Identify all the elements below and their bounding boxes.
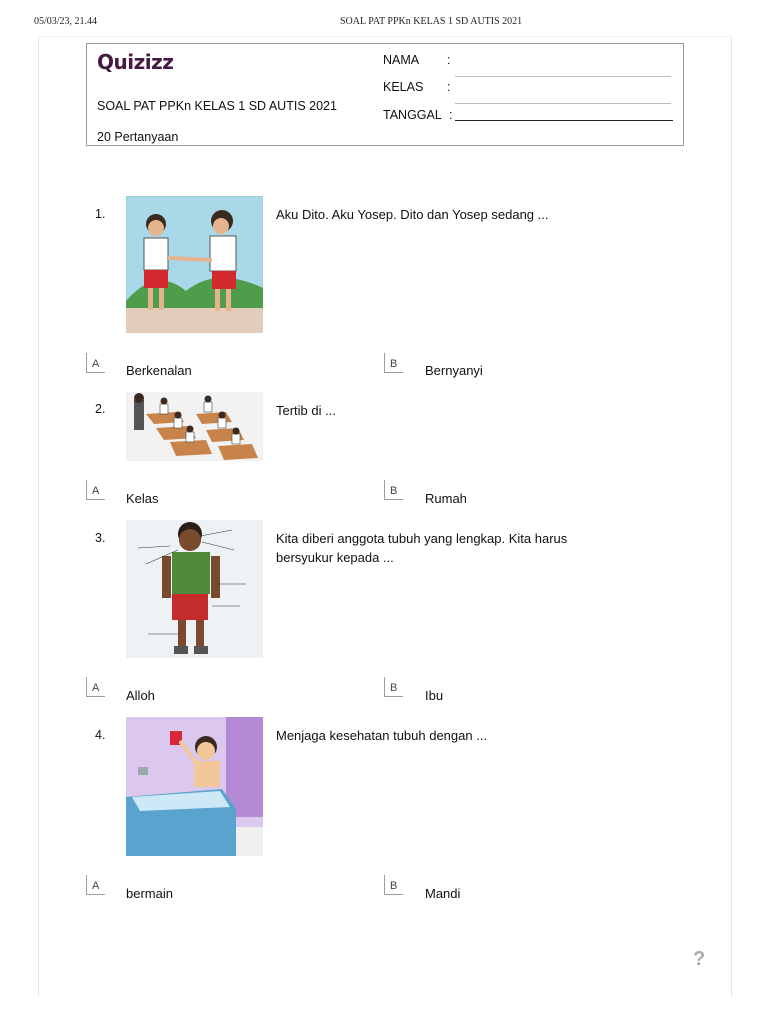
option-b-checkbox[interactable]	[384, 480, 403, 500]
option-a-checkbox[interactable]	[86, 353, 105, 373]
print-document-title: SOAL PAT PPKn KELAS 1 SD AUTIS 2021	[340, 16, 523, 27]
option-b-label: Bernyanyi	[425, 363, 483, 378]
tanggal-colon: :	[449, 108, 453, 122]
option-b-checkbox[interactable]	[384, 677, 403, 697]
kelas-field	[383, 80, 451, 94]
option-a-checkbox[interactable]	[86, 677, 105, 697]
option-a-checkbox[interactable]	[86, 480, 105, 500]
option-a-checkbox[interactable]	[86, 875, 105, 895]
nama-label: NAMA	[383, 53, 420, 67]
tanggal-label: TANGGAL	[383, 108, 442, 122]
quiz-title: SOAL PAT PPKn KELAS 1 SD AUTIS 2021	[97, 99, 337, 113]
kelas-line[interactable]	[455, 103, 671, 104]
option-letter: B	[390, 485, 398, 497]
body-parts-illustration	[126, 520, 263, 658]
help-icon[interactable]: ?	[693, 948, 706, 970]
option-b-label: Mandi	[425, 886, 461, 901]
option-letter: A	[92, 485, 100, 497]
question-number: 2.	[95, 402, 106, 416]
question-number: 1.	[95, 207, 106, 221]
print-header	[0, 16, 768, 30]
option-b-label: Rumah	[425, 491, 467, 506]
option-letter: B	[390, 358, 398, 370]
option-letter: A	[92, 682, 100, 694]
kelas-colon: :	[447, 80, 451, 94]
option-b-checkbox[interactable]	[384, 875, 403, 895]
worksheet-header	[86, 43, 684, 146]
nama-colon: :	[447, 53, 451, 67]
question-number: 3.	[95, 531, 106, 545]
kelas-label: KELAS	[383, 80, 424, 94]
option-a-label: Kelas	[126, 491, 159, 506]
print-date: 05/03/23, 21.44	[34, 16, 98, 27]
classroom-illustration	[126, 392, 263, 461]
option-b-checkbox[interactable]	[384, 353, 403, 373]
nama-line[interactable]	[455, 76, 671, 77]
option-letter: A	[92, 358, 100, 370]
option-a-label: Berkenalan	[126, 363, 192, 378]
question-text: Aku Dito. Aku Yosep. Dito dan Yosep sedang ...	[276, 207, 549, 222]
question-text: Tertib di ...	[276, 403, 336, 418]
bathing-illustration	[126, 717, 263, 856]
question-text: Menjaga kesehatan tubuh dengan ...	[276, 728, 488, 743]
option-letter: B	[390, 682, 398, 694]
option-letter: B	[390, 880, 398, 892]
handshake-illustration	[126, 196, 263, 333]
option-a-label: bermain	[126, 886, 173, 901]
option-a-label: Alloh	[126, 688, 155, 703]
question-number: 4.	[95, 728, 106, 742]
question-text: Kita diberi anggota tubuh yang lengkap. Kita harus bersyukur kepada ...	[276, 531, 568, 565]
nama-field	[383, 53, 451, 67]
tanggal-field	[383, 108, 453, 122]
option-b-label: Ibu	[425, 688, 444, 703]
question-count: 20 Pertanyaan	[97, 130, 179, 144]
quizizz-logo: Quizizz	[97, 50, 174, 74]
tanggal-line[interactable]	[455, 120, 673, 121]
option-letter: A	[92, 880, 100, 892]
